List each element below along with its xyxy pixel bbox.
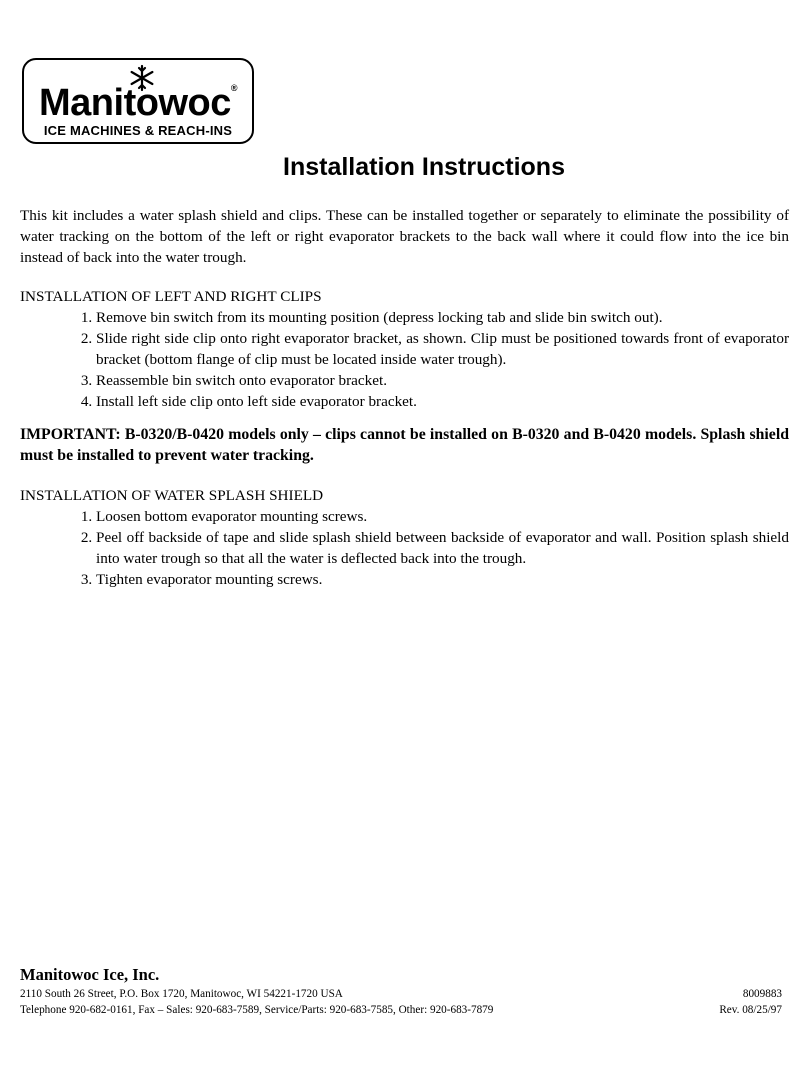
clips-steps-list (20, 307, 789, 412)
document-number: 8009883 (742, 988, 782, 1000)
footer-phones: Telephone 920-682-0161, Fax – Sales: 920-683-7589, Service/Parts: 920-683-7585, Other: 920-683-7879 (20, 1004, 494, 1016)
footer-row (20, 986, 782, 1002)
list-item: 1. Remove bin switch from its mounting position (depress locking tab and slide bin switch out). (96, 307, 789, 328)
section-heading: INSTALLATION OF WATER SPLASH SHIELD (20, 487, 324, 504)
manitowoc-logo (22, 58, 254, 144)
clips-section (20, 286, 789, 412)
intro-paragraph: This kit includes a water splash shield and clips. These can be installed together or separately to eliminate the possibility of water tracking on the bottom of the left or right evaporator brackets to the back wall where it could flow into the ice bin instead of back into the water trough. (20, 207, 789, 266)
section-heading: INSTALLATION OF LEFT AND RIGHT CLIPS (20, 288, 322, 305)
list-item: 2. Peel off backside of tape and slide splash shield between backside of evaporator and wall. Position splash shield into water trough so that all the water is deflected back into the trough. (96, 527, 789, 569)
footer-address: 2110 South 26 Street, P.O. Box 1720, Manitowoc, WI 54221-1720 USA (20, 988, 343, 1000)
footer (20, 964, 782, 1018)
shield-steps-list (20, 506, 789, 590)
list-item: 3. Tighten evaporator mounting screws. (96, 569, 789, 590)
revision-date: Rev. 08/25/97 (719, 1004, 782, 1016)
list-item: 4. Install left side clip onto left side evaporator bracket. (96, 391, 789, 412)
splash-shield-section (20, 485, 789, 590)
list-item: 1. Loosen bottom evaporator mounting screws. (96, 506, 789, 527)
logo-tagline: ICE MACHINES & REACH-INS (43, 123, 233, 138)
page-title: Installation Instructions (283, 153, 565, 181)
important-notice: IMPORTANT: B-0320/B-0420 models only – clips cannot be installed on B-0320 and B-0420 models. Splash shield must be installed to prevent water tracking. (20, 426, 789, 464)
list-item: 2. Slide right side clip onto right evaporator bracket, as shown. Clip must be positioned towards front of evaporator bracket (bottom flange of clip must be located inside water trough). (96, 328, 789, 370)
list-item: 3. Reassemble bin switch onto evaporator bracket. (96, 370, 789, 391)
logo-brand: Manitowoc® (39, 82, 237, 124)
footer-row (20, 1002, 782, 1018)
footer-company: Manitowoc Ice, Inc. (20, 965, 160, 984)
